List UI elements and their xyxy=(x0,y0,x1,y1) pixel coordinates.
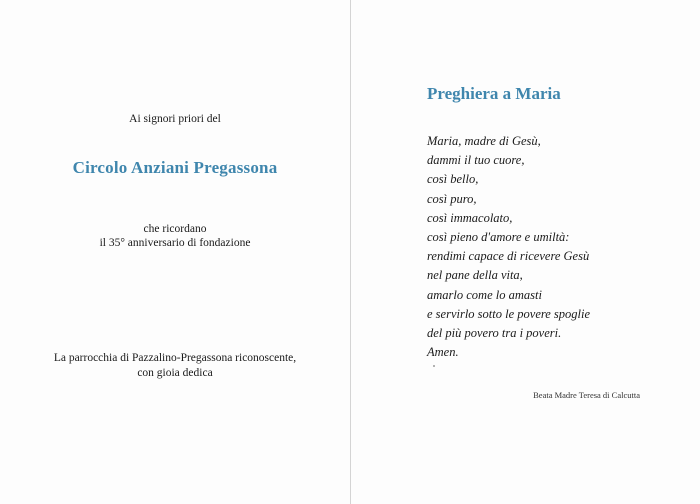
organization-title: Circolo Anziani Pregassona xyxy=(72,158,278,177)
prayer-line: così puro, xyxy=(427,191,477,206)
sender-line: La parrocchia di Pazzalino-Pregassona riconoscente, xyxy=(53,352,297,364)
prayer-line: del più povero tra i poveri. xyxy=(427,326,562,341)
anniversary-line: il 35° anniversario di fondazione xyxy=(99,237,251,249)
prayer-line: e servirlo sotto le povere spoglie xyxy=(427,306,591,321)
prayer-attribution: Beata Madre Teresa di Calcutta xyxy=(533,390,640,400)
prayer-line: amarlo come lo amasti xyxy=(427,287,542,302)
prayer-text xyxy=(427,132,590,362)
prayer-title: Preghiera a Maria xyxy=(427,84,561,103)
right-page xyxy=(351,0,700,504)
anniversary-text xyxy=(0,222,350,250)
dedication-recipient: Ai signori priori del xyxy=(129,113,221,125)
prayer-line: così bello, xyxy=(427,172,479,187)
prayer-line: così immacolato, xyxy=(427,210,513,225)
dedication-sender xyxy=(0,351,350,381)
prayer-line: così pieno d'amore e umiltà: xyxy=(427,230,570,245)
anniversary-line: che ricordano xyxy=(143,223,207,235)
prayer-line: Amen. xyxy=(427,345,459,360)
sender-line: con gioia dedica xyxy=(137,367,213,379)
prayer-line: nel pane della vita, xyxy=(427,268,523,283)
prayer-line: Maria, madre di Gesù, xyxy=(427,134,541,148)
prayer-line: rendimi capace di ricevere Gesù xyxy=(427,249,590,264)
paper-speck xyxy=(433,365,435,367)
prayer-line: dammi il tuo cuore, xyxy=(427,153,525,168)
